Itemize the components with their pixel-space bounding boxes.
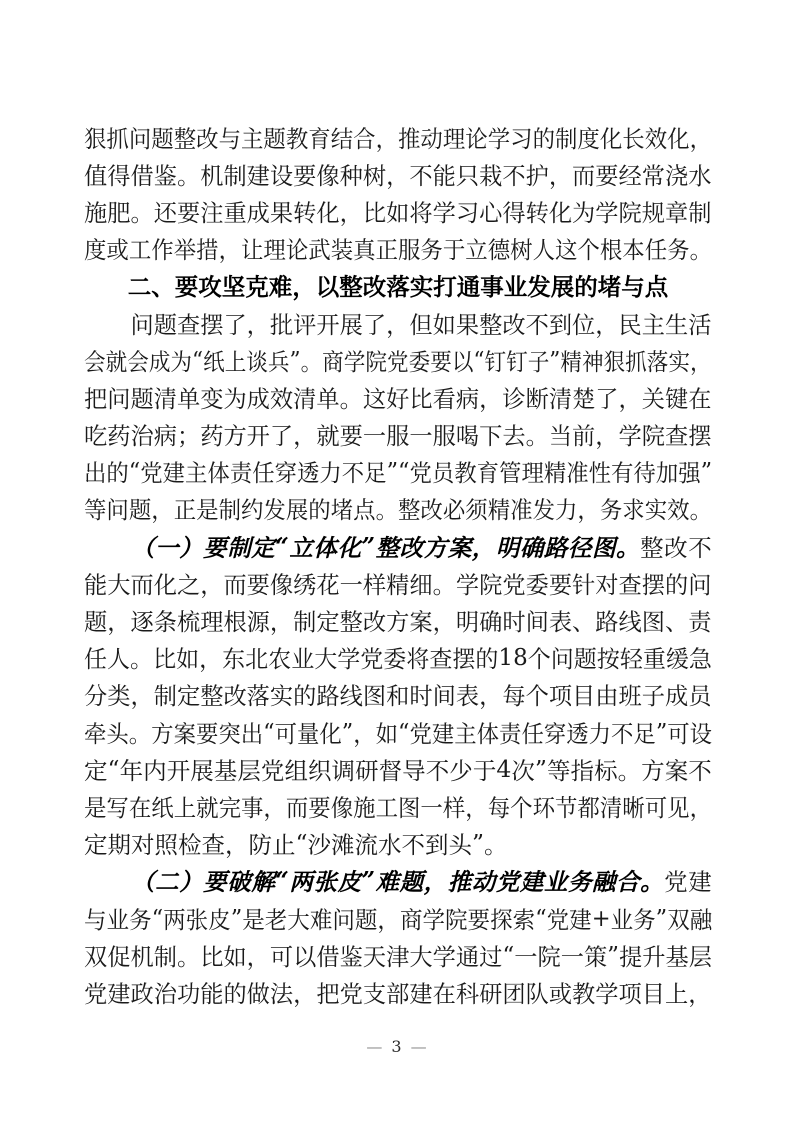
body-line: 问 题 查 摆 了 ， 批 评 开 展 了 ， 但 如 果 整 改 不 到 位 ， 民 主 生 活 <box>130 310 712 339</box>
body-line: 定 期 对 照 检 查 ， 防 止 “ 沙 滩 流 水 不 到 头 ” 。 <box>84 829 508 860</box>
body-line: 任 人 。 比 如 ， 东 北 农 业 大 学 党 委 将 查 摆 的 18 个 问 题 按 轻 重 缓 急 <box>84 643 712 674</box>
body-line: 双 促 机 制 。 比 如 ， 可 以 借 鉴 天 津 大 学 通 过 “ 一 院 一 策 ” 提 升 基 层 <box>84 940 713 971</box>
body-line: 度 或 工 作 举 措 ， 让 理 论 武 装 真 正 服 务 于 立 德 树 人 这 个 根 本 任 务 。 <box>84 236 712 265</box>
body-line: 与 业 务 “ 两 张 皮 ” 是 老 大 难 问 题 ， 商 学 院 要 探 索 “ 党 建 + 业 务 ” 双 融 <box>84 903 713 934</box>
body-line: 分 类 ， 制 定 整 改 落 实 的 路 线 图 和 时 间 表 ， 每 个 项 目 由 班 子 成 员 <box>84 682 712 711</box>
body-line: 把 问 题 清 单 变 为 成 效 清 单 。 这 好 比 看 病 ， 诊 断 清 楚 了 ， 关 键 在 <box>84 384 712 413</box>
body-line: 定 “ 年 内 开 展 基 层 党 组 织 调 研 督 导 不 少 于 4 次 ” 等 指 标 。 方 案 不 <box>84 754 712 785</box>
page-footer <box>0 1033 793 1059</box>
subsection-2-heading-line: （ 二 ） 要 破 解 “ 两 张 皮 ” 难 题 ， 推 动 党 建 业 务 融 合 。 党 建 <box>131 866 712 897</box>
page-number: 3 <box>391 1036 402 1056</box>
body-line: 会 就 会 成 为 “ 纸 上 谈 兵 ” 。 商 学 院 党 委 要 以 “ 钉 钉 子 ” 精 神 狠 抓 落 实 ， <box>84 345 712 376</box>
body-line: 出 的 “ 党 建 主 体 责 任 穿 透 力 不 足 ” “ 党 员 教 育 管 理 精 准 性 有 待 加 强 ” <box>84 457 713 488</box>
body-line: 牵 头 。 方 案 要 突 出 “ 可 量 化 ” ， 如 “ 党 建 主 体 责 任 穿 透 力 不 足 ” 可 设 <box>84 717 713 748</box>
subsection-1-heading-line: （ 一 ） 要 制 定 “ 立 体 化 ” 整 改 方 案 ， 明 确 路 径 图 。 整 改 不 <box>131 531 712 562</box>
body-line: 党 建 政 治 功 能 的 做 法 ， 把 党 支 部 建 在 科 研 团 队 或 教 学 项 目 上 ， <box>84 979 712 1008</box>
body-line: 狠 抓 问 题 整 改 与 主 题 教 育 结 合 ， 推 动 理 论 学 习 的 制 度 化 长 效 化 ， <box>84 124 712 153</box>
body-line: 能 大 而 化 之 ， 而 要 像 绣 花 一 样 精 细 。 学 院 党 委 要 针 对 查 摆 的 问 <box>84 570 712 599</box>
footer-dash-left: — <box>366 1036 383 1056</box>
body-line: 是 写 在 纸 上 就 完 事 ， 而 要 像 施 工 图 一 样 ， 每 个 环 节 都 清 晰 可 见 ， <box>84 793 712 822</box>
document-body <box>84 118 712 1011</box>
section-heading: 二 、 要 攻 坚 克 难 ， 以 整 改 落 实 打 通 事 业 发 展 的 堵 与 点 <box>127 273 669 302</box>
body-line: 题 ， 逐 条 梳 理 根 源 ， 制 定 整 改 方 案 ， 明 确 时 间 表 、 路 线 图 、 责 <box>84 608 712 637</box>
body-line: 值 得 借 鉴 。 机 制 建 设 要 像 种 树 ， 不 能 只 栽 不 护 ， 而 要 经 常 浇 水 <box>84 161 712 190</box>
body-line: 等 问 题 ， 正 是 制 约 发 展 的 堵 点 。 整 改 必 须 精 准 发 力 ， 务 求 实 效 。 <box>84 496 712 525</box>
body-line: 施 肥 。 还 要 注 重 成 果 转 化 ， 比 如 将 学 习 心 得 转 化 为 学 院 规 章 制 <box>84 198 712 227</box>
footer-dash-right: — <box>410 1036 427 1056</box>
body-line: 吃 药 治 病 ； 药 方 开 了 ， 就 要 一 服 一 服 喝 下 去 。 当 前 ， 学 院 查 摆 <box>84 422 712 451</box>
